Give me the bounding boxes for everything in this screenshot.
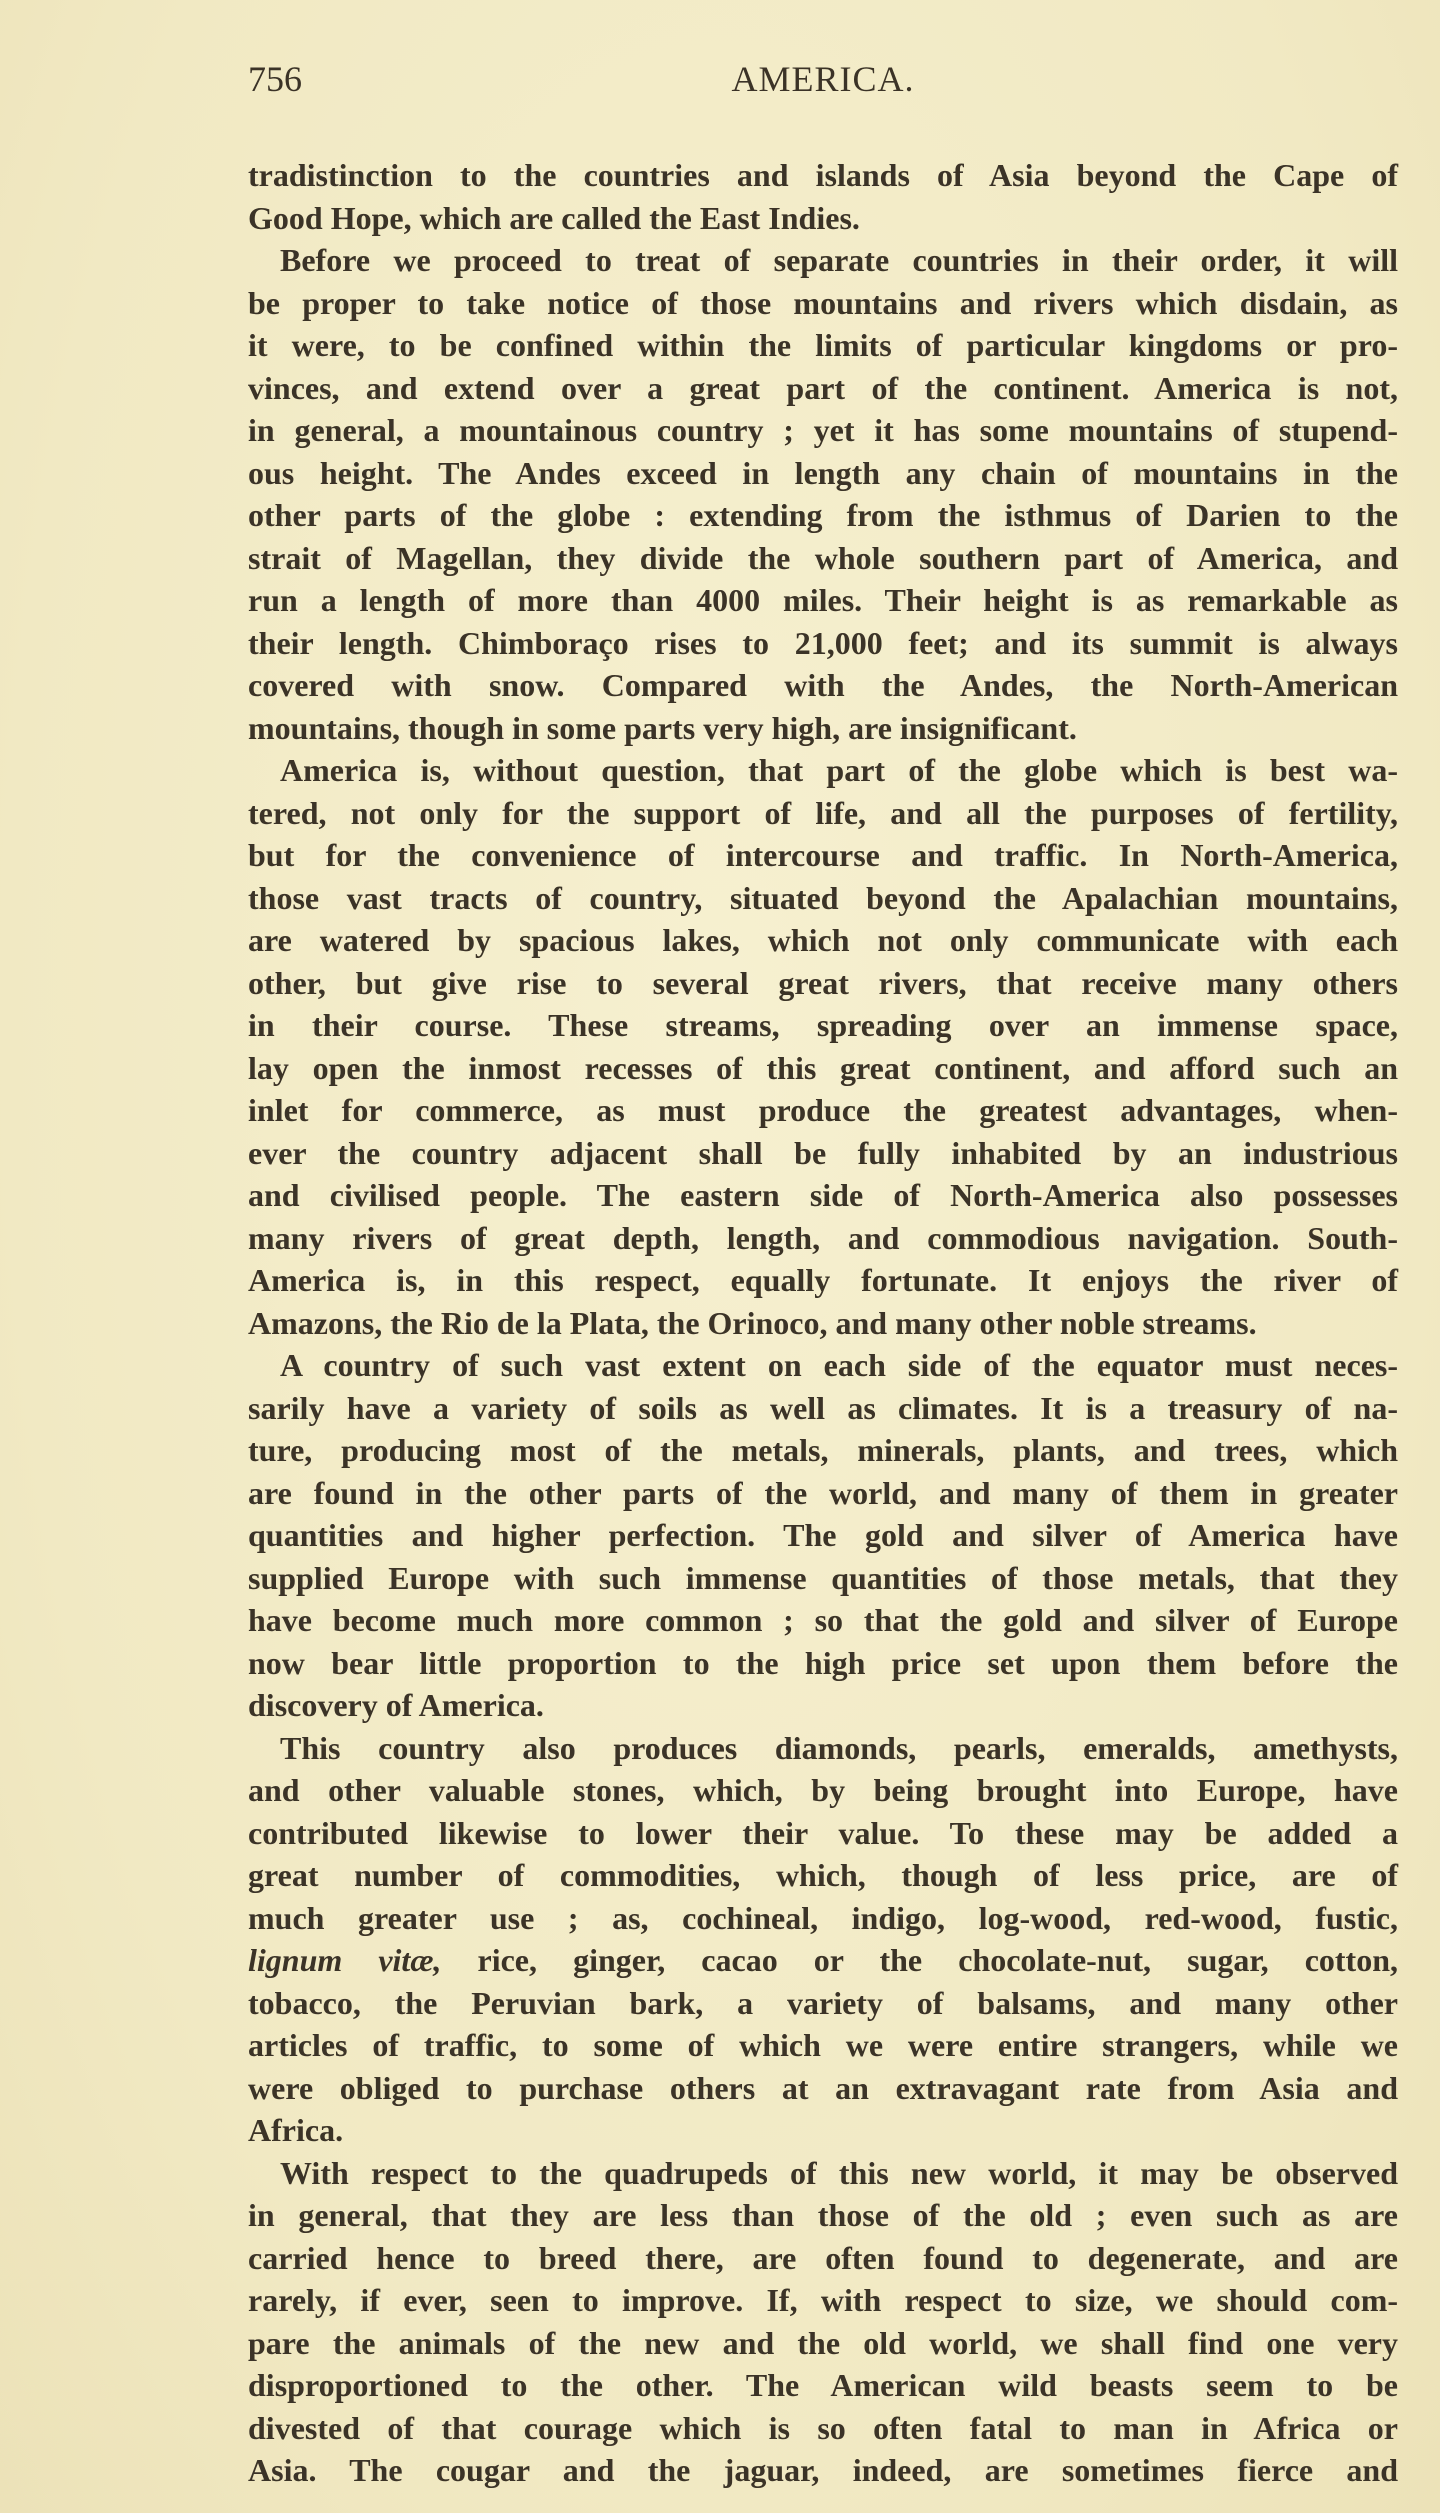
- text-line: be proper to take notice of those mountains and rivers which disdain, as: [248, 284, 1398, 321]
- text-line: and civilised people. The eastern side of North-America also possesses: [248, 1177, 1398, 1213]
- text-line: it were, to be confined within the limits of particular kingdoms or pro-: [248, 327, 1398, 363]
- text-line: covered with snow. Compared with the Andes, the North-American: [248, 667, 1398, 703]
- page-number: 756: [248, 59, 302, 99]
- text-line: quantities and higher perfection. The gold and silver of America have: [248, 1517, 1398, 1553]
- text-line: supplied Europe with such immense quantities of those metals, that they: [248, 1559, 1398, 1596]
- text-line: ever the country adjacent shall be fully inhabited by an industrious: [248, 1134, 1398, 1171]
- paragraph: [248, 154, 1398, 239]
- text-line: A country of such vast extent on each side of the equator must neces-: [280, 1347, 1398, 1383]
- text-line: but for the convenience of intercourse and traffic. In North-America,: [248, 837, 1398, 873]
- text-line: lay open the inmost recesses of this great continent, and afford such an: [248, 1049, 1398, 1086]
- text-line: many rivers of great depth, length, and commodious navigation. South-: [248, 1219, 1398, 1256]
- text-line: now bear little proportion to the high price set upon them before the: [248, 1644, 1398, 1681]
- text-line: strait of Magellan, they divide the whole southern part of America, and: [248, 539, 1398, 576]
- text-line: have become much more common ; so that the gold and silver of Europe: [248, 1602, 1398, 1638]
- text-line: other parts of the globe : extending from the isthmus of Darien to the: [248, 497, 1398, 533]
- text-line: disproportioned to the other. The American wild beasts seem to be: [248, 2367, 1398, 2403]
- italic-term: lignum vitæ,: [248, 1942, 442, 1978]
- text-line: their length. Chimboraço rises to 21,000 feet; and its summit is always: [248, 624, 1398, 661]
- paragraph: [248, 2152, 1398, 2492]
- text-line: in general, that they are less than those of the old ; even such as are: [248, 2197, 1398, 2233]
- page-header: [248, 58, 1398, 108]
- text-line: contributed likewise to lower their value. To these may be added a: [248, 1814, 1398, 1851]
- paragraph: [248, 749, 1398, 1344]
- text-line: carried hence to breed there, are often found to degenerate, and are: [248, 2239, 1398, 2276]
- text-line: are found in the other parts of the world, and many of them in greater: [248, 1474, 1398, 1511]
- text-line: in their course. These streams, spreading over an immense space,: [248, 1007, 1398, 1043]
- paragraph: [248, 1727, 1398, 2152]
- text-line: This country also produces diamonds, pearls, emeralds, amethysts,: [280, 1729, 1398, 1766]
- text-line: Asia. The cougar and the jaguar, indeed, are sometimes fierce and: [248, 2452, 1398, 2488]
- text-line: pare the animals of the new and the old world, we shall find one very: [248, 2324, 1398, 2361]
- text-line: With respect to the quadrupeds of this new world, it may be observed: [280, 2154, 1398, 2191]
- text-line: Before we proceed to treat of separate countries in their order, it will: [280, 242, 1398, 278]
- text-line: divested of that courage which is so often fatal to man in Africa or: [248, 2409, 1398, 2446]
- paragraph: [248, 1344, 1398, 1727]
- text-line: tradistinction to the countries and islands of Asia beyond the Cape of: [248, 157, 1398, 193]
- text-line: sarily have a variety of soils as well as climates. It is a treasury of na-: [248, 1389, 1398, 1426]
- text-line: articles of traffic, to some of which we were entire strangers, while we: [248, 2027, 1398, 2063]
- text-line: vinces, and extend over a great part of the continent. America is not,: [248, 369, 1398, 406]
- text-line: run a length of more than 4000 miles. Their height is as remarkable as: [248, 582, 1398, 618]
- text-line: mountains, though in some parts very high, are insignificant.: [248, 709, 1077, 746]
- text-line: great number of commodities, which, though of less price, are of: [248, 1857, 1398, 1893]
- text-line: tobacco, the Peruvian bark, a variety of balsams, and many other: [248, 1984, 1398, 2021]
- text-line: tered, not only for the support of life, and all the purposes of fertility,: [248, 794, 1398, 831]
- line-text: rice, ginger, cacao or the chocolate-nut, sugar, cotton,: [441, 1942, 1399, 1978]
- text-line: other, but give rise to several great rivers, that receive many others: [248, 964, 1398, 1001]
- text-line: inlet for commerce, as must produce the greatest advantages, when-: [248, 1092, 1398, 1128]
- text-line: in general, a mountainous country ; yet it has some mountains of stupend-: [248, 412, 1398, 448]
- text-line: [248, 1939, 1398, 1982]
- paragraph: [248, 239, 1398, 749]
- text-line: ous height. The Andes exceed in length any chain of mountains in the: [248, 454, 1398, 491]
- text-line: Good Hope, which are called the East Indies.: [248, 199, 860, 236]
- text-line: those vast tracts of country, situated beyond the Apalachian mountains,: [248, 879, 1398, 916]
- text-line: Amazons, the Rio de la Plata, the Orinoco, and many other noble streams.: [248, 1304, 1257, 1341]
- text-line: much greater use ; as, cochineal, indigo, log-wood, red-wood, fustic,: [248, 1899, 1398, 1936]
- text-line: Africa.: [248, 2112, 344, 2148]
- text-line: rarely, if ever, seen to improve. If, with respect to size, we should com-: [248, 2282, 1398, 2318]
- text-line: discovery of America.: [248, 1687, 544, 1723]
- text-line: and other valuable stones, which, by being brought into Europe, have: [248, 1772, 1398, 1808]
- text-line: America is, in this respect, equally fortunate. It enjoys the river of: [248, 1262, 1398, 1298]
- text-line: are watered by spacious lakes, which not only communicate with each: [248, 922, 1398, 958]
- text-line: America is, without question, that part of the globe which is best wa-: [280, 752, 1398, 788]
- body-text: [248, 154, 1398, 2492]
- running-title: AMERICA.: [731, 59, 915, 99]
- text-line: were obliged to purchase others at an extravagant rate from Asia and: [248, 2069, 1398, 2106]
- text-line: ture, producing most of the metals, minerals, plants, and trees, which: [248, 1432, 1398, 1468]
